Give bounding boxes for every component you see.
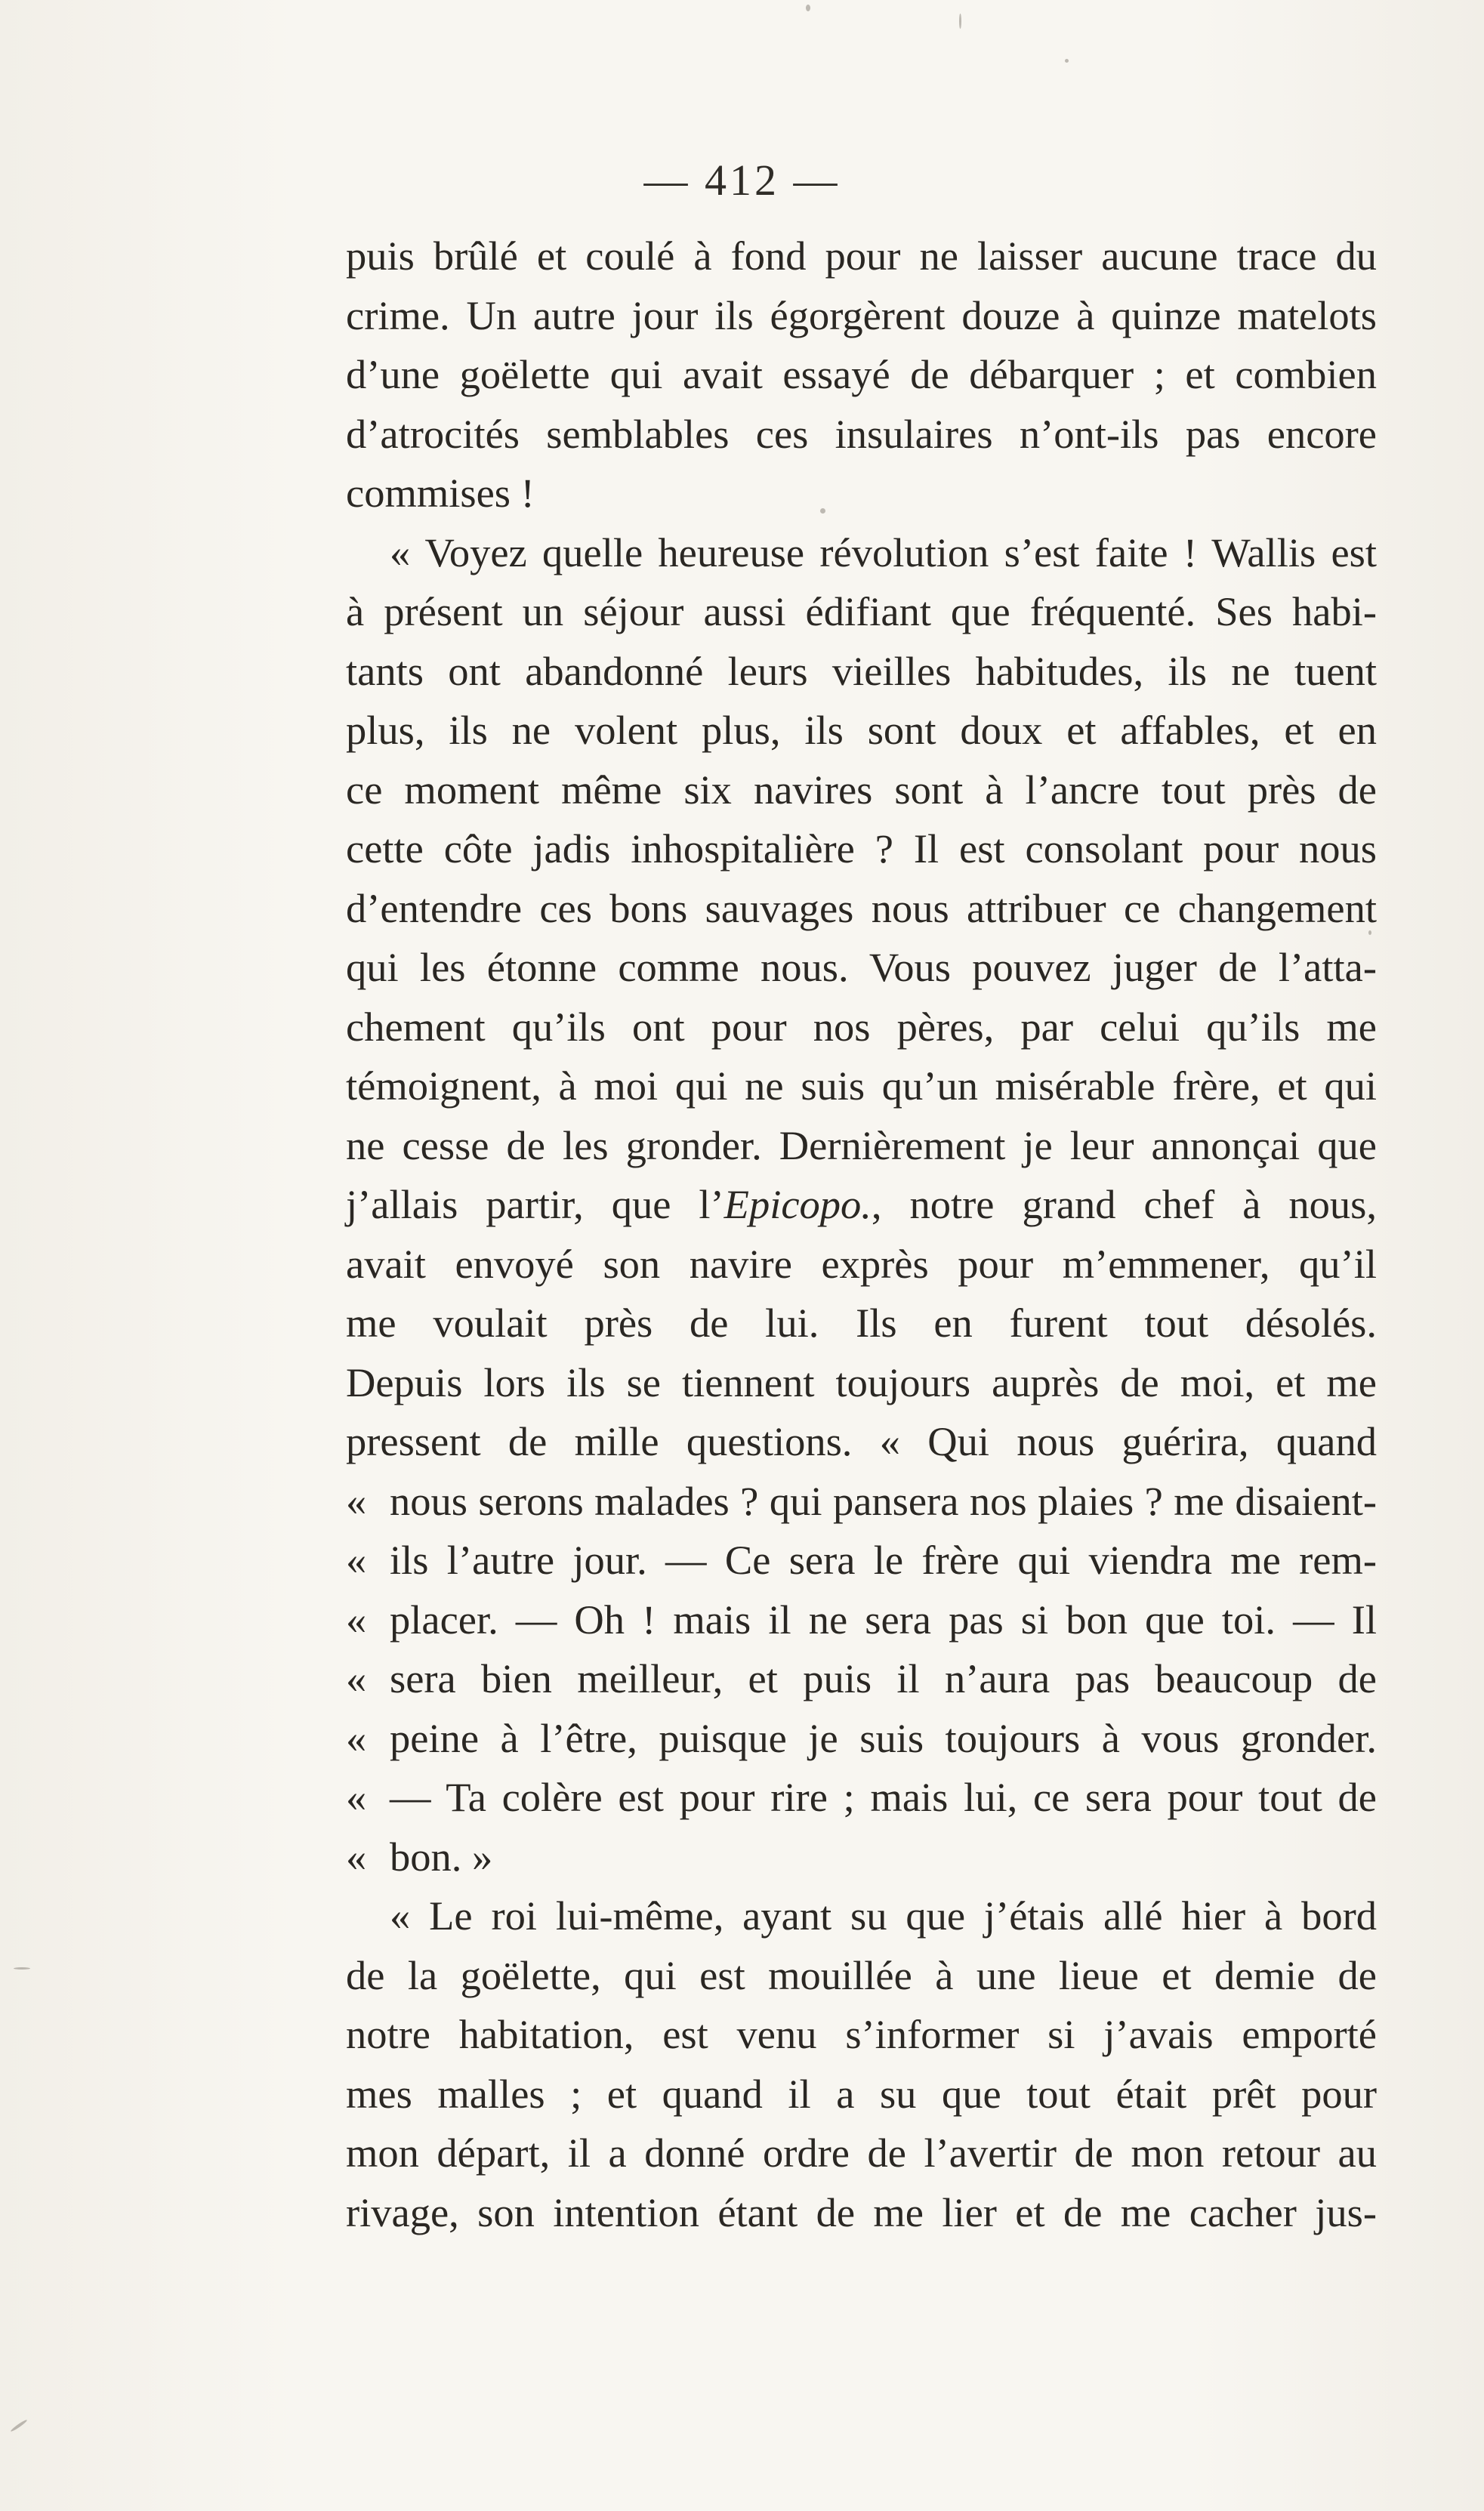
text-line: d’atrocités semblables ces insulaires n’ont-ils pas encore — [346, 410, 1377, 457]
ink-speck — [1065, 59, 1069, 63]
text-line: témoignent, à moi qui ne suis qu’un misérable frère, et qui — [346, 1063, 1377, 1109]
text-line: rivage, son intention étant de me lier et de me cacher jus- — [346, 2189, 1377, 2235]
ink-speck — [10, 2419, 28, 2432]
text-line: ce moment même six navires sont à l’ancre tout près de — [346, 766, 1377, 813]
text-line: plus, ils ne volent plus, ils sont doux et affables, et en — [346, 707, 1377, 753]
text-line: d’entendre ces bons sauvages nous attribuer ce changement — [346, 884, 1377, 931]
text-line: ne cesse de les gronder. Dernièrement je leur annonçai que — [346, 1121, 1377, 1168]
body-text — [346, 227, 1377, 2242]
text-line: puis brûlé et coulé à fond pour ne laisser aucune trace du — [346, 233, 1377, 279]
ink-speck — [14, 1967, 30, 1970]
text-line: mon départ, il a donné ordre de l’avertir de mon retour au — [346, 2130, 1377, 2176]
quoted-line: « peine à l’être, puisque je suis toujours à vous gronder. — [346, 1714, 1377, 1761]
text-line: crime. Un autre jour ils égorgèrent douze à quinze matelots — [346, 292, 1377, 338]
quoted-line: « sera bien meilleur, et puis il n’aura pas beaucoup de — [346, 1655, 1377, 1701]
text-line: Depuis lors ils se tiennent toujours auprès de moi, et me — [346, 1359, 1377, 1405]
text-line: cette côte jadis inhospitalière ? Il est consolant pour nous — [346, 825, 1377, 871]
text-line: avait envoyé son navire exprès pour m’emmener, qu’il — [346, 1240, 1377, 1287]
text-line: j’allais partir, que l’Epicopo., notre grand chef à nous, — [346, 1181, 1377, 1227]
text-line: « Voyez quelle heureuse révolution s’est faite ! Wallis est — [390, 529, 1377, 575]
italic-title: Epicopo. — [723, 1181, 872, 1227]
text-line: commises ! — [346, 470, 535, 516]
ink-speck — [806, 5, 810, 11]
quoted-line: « nous serons malades ? qui pansera nos plaies ? me disaient- — [346, 1477, 1377, 1524]
quoted-line: « placer. — Oh ! mais il ne sera pas si bon que toi. — Il — [346, 1596, 1377, 1643]
text-line: de la goëlette, qui est mouillée à une lieue et demie de — [346, 1951, 1377, 1998]
text-line: qui les étonne comme nous. Vous pouvez juger de l’atta- — [346, 944, 1377, 990]
text-line: me voulait près de lui. Ils en furent tout désolés. — [346, 1300, 1377, 1346]
text-line: mes malles ; et quand il a su que tout était prêt pour — [346, 2070, 1377, 2117]
text-line: chement qu’ils ont pour nos pères, par celui qu’ils me — [346, 1003, 1377, 1050]
text-line: à présent un séjour aussi édifiant que fréquenté. Ses habi- — [346, 588, 1377, 634]
quoted-line: « ils l’autre jour. — Ce sera le frère qui viendra me rem- — [346, 1537, 1377, 1583]
text-line: d’une goëlette qui avait essayé de débarquer ; et combien — [346, 351, 1377, 397]
quoted-line: « bon. » — [346, 1833, 493, 1880]
text-line: tants ont abandonné leurs vieilles habitudes, ils ne tuent — [346, 647, 1377, 694]
quoted-line: « — Ta colère est pour rire ; mais lui, ce sera pour tout de — [346, 1774, 1377, 1820]
text-line: « Le roi lui-même, ayant su que j’étais allé hier à bord — [390, 1893, 1377, 1939]
text-line: notre habitation, est venu s’informer si j’avais emporté — [346, 2011, 1377, 2057]
ink-speck — [959, 14, 961, 29]
text-line: pressent de mille questions. « Qui nous guérira, quand — [346, 1418, 1377, 1464]
page-number: — 412 — — [643, 156, 841, 205]
